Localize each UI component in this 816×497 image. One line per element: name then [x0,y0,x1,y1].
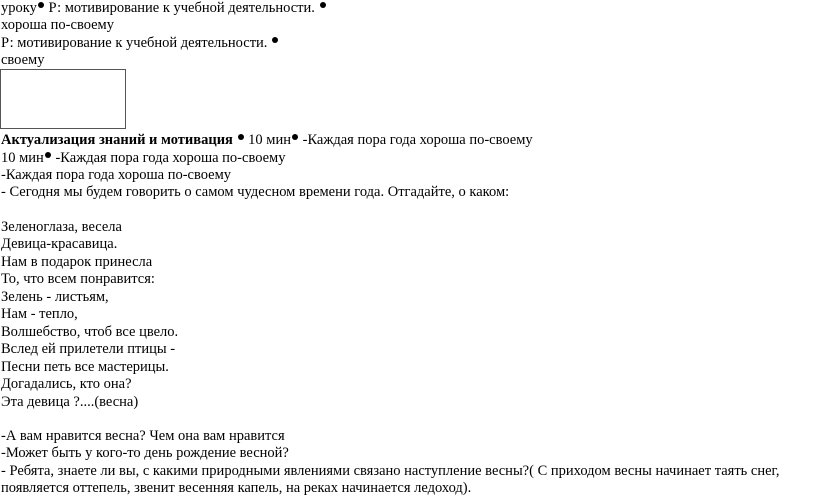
question-line: -Может быть у кого-то день рождение весной? [1,445,289,461]
header-line-2: хороша по-своему [1,17,114,33]
header-line-4: своему [1,52,45,68]
bullet-icon [38,2,44,8]
riddle-line: Зеленоглаза, весела [1,219,122,235]
bullet-icon [292,134,298,140]
section-heading-line [1,132,533,149]
section-time: 10 мин [244,132,291,148]
question-line: -А вам нравится весна? Чем она вам нравится [1,428,285,444]
time-label: 10 мин [1,150,44,166]
motto-line: -Каждая пора года хороша по-своему [1,167,232,183]
question-line: - Ребята, знаете ли вы, с какими природными явлениями связано наступление весны?( С приходом весны начинает таять снег, [1,463,780,479]
riddle-line: Девица-красавица. [1,236,118,252]
bullet-icon [238,134,244,140]
riddle-answer-line: Эта девица ?....(весна) [1,394,139,410]
bullet-icon [45,152,51,158]
riddle-line: Вслед ей прилетели птицы - [1,341,176,357]
header-line-1 [1,0,327,17]
riddle-line: Нам - тепло, [1,306,78,322]
riddle-line: То, что всем понравится: [1,271,155,287]
section-title: Актуализация знаний и мотивация [1,132,237,148]
riddle-line: Песни петь все мастерицы. [1,359,169,375]
bullet-icon [272,37,278,43]
section-motto: -Каждая пора года хороша по-своему [298,132,533,148]
riddle-line: Нам в подарок принесла [1,254,153,270]
question-line: появляется оттепель, звенит весенняя капель, на реках начинается ледоход). [1,480,472,496]
lesson-label: уроку [1,0,37,16]
motto-text: -Каждая пора года хороша по-своему [51,150,286,166]
header-text-3: Р: мотивирование к учебной деятельности. [1,35,272,51]
bullet-icon [320,2,326,8]
intro-line: - Сегодня мы будем говорить о самом чудесном времени года. Отгадайте, о каком: [1,184,510,200]
header-text-1: Р: мотивирование к учебной деятельности. [44,0,319,16]
riddle-line: Догадались, кто она? [1,376,132,392]
image-placeholder [0,69,126,129]
header-line-3 [1,35,279,52]
riddle-line: Зелень - листьям, [1,289,109,305]
time-motto-line [1,150,286,167]
riddle-line: Волшебство, чтоб все цвело. [1,324,179,340]
